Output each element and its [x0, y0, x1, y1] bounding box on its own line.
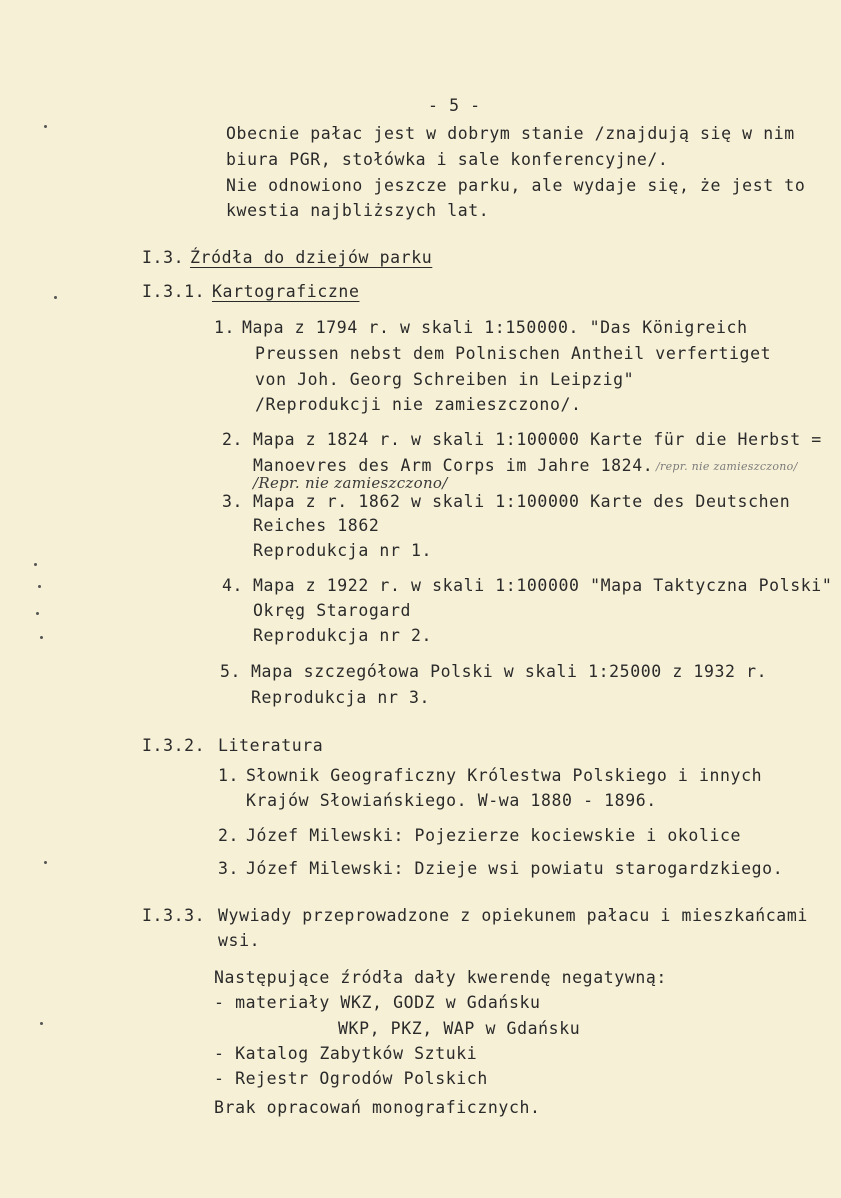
list-item: Manoevres des Arm Corps im Jahre 1824.	[253, 456, 654, 475]
negative-sources-line: - materiały WKZ, GODZ w Gdańsku	[214, 993, 541, 1012]
scan-speck	[54, 296, 57, 299]
negative-sources-line: Brak opracowań monograficznych.	[214, 1098, 541, 1117]
list-item: Mapa z 1824 r. w skali 1:100000 Karte für die Herbst =	[253, 430, 822, 449]
subsection-heading: Literatura	[218, 736, 324, 755]
handwritten-note: /Repr. nie zamieszczono/	[253, 474, 448, 492]
negative-sources-line: - Katalog Zabytków Sztuki	[214, 1044, 478, 1063]
scan-speck	[44, 861, 47, 864]
subsection-number: I.3.2.	[142, 736, 206, 755]
page-number: - 5 -	[428, 96, 481, 115]
list-item: Słownik Geograficzny Królestwa Polskiego i innych	[246, 766, 763, 785]
list-number: 3.	[222, 492, 244, 511]
scan-speck	[36, 612, 39, 615]
list-item: Reiches 1862	[253, 516, 380, 535]
scan-speck	[40, 1022, 43, 1025]
list-number: 4.	[222, 576, 244, 595]
list-item: von Joh. Georg Schreiben in Leipzig"	[255, 370, 635, 389]
negative-sources-line: Następujące źródła dały kwerendę negatywną:	[214, 968, 667, 987]
list-number: 3.	[218, 859, 240, 878]
list-item: /Reprodukcji nie zamieszczono/.	[255, 395, 582, 414]
scan-speck	[38, 585, 41, 588]
negative-sources-line: - Rejestr Ogrodów Polskich	[214, 1069, 488, 1088]
list-number: 2.	[218, 826, 240, 845]
subsection-number: I.3.1.	[142, 282, 206, 301]
subsection-text: wsi.	[218, 931, 261, 950]
handwritten-note: /repr. nie zamieszczono/	[656, 460, 798, 473]
subsection-heading: Kartograficzne	[212, 282, 360, 301]
list-item: Mapa z r. 1862 w skali 1:100000 Karte des Deutschen	[253, 492, 791, 511]
list-number: 1.	[218, 766, 240, 785]
list-item: Józef Milewski: Pojezierze kociewskie i okolice	[246, 826, 742, 845]
section-heading: Źródła do dziejów parku	[190, 248, 433, 267]
subsection-number: I.3.3.	[142, 906, 206, 925]
negative-sources-line: WKP, PKZ, WAP w Gdańsku	[338, 1019, 581, 1038]
section-number: I.3.	[142, 248, 185, 267]
list-item: Mapa z 1794 r. w skali 1:150000. "Das Königreich	[242, 318, 748, 337]
list-item: Mapa z 1922 r. w skali 1:100000 "Mapa Taktyczna Polski"	[253, 576, 833, 595]
list-number: 5.	[220, 662, 242, 681]
list-item: Reprodukcja nr 3.	[251, 688, 431, 707]
list-item: Reprodukcja nr 2.	[253, 626, 433, 645]
list-item: Krajów Słowiańskiego. W-wa 1880 - 1896.	[246, 791, 657, 810]
list-item: Okręg Starogard	[253, 601, 412, 620]
intro-line: Obecnie pałac jest w dobrym stanie /znajdują się w nim	[226, 124, 795, 143]
list-item: Reprodukcja nr 1.	[253, 541, 433, 560]
scan-speck	[40, 636, 43, 639]
scan-speck	[44, 125, 47, 128]
scan-speck	[34, 563, 37, 566]
intro-line: kwestia najbliższych lat.	[226, 201, 490, 220]
list-item: Józef Milewski: Dzieje wsi powiatu starogardzkiego.	[246, 859, 784, 878]
list-number: 2.	[222, 430, 244, 449]
list-item: Mapa szczegółowa Polski w skali 1:25000 z 1932 r.	[251, 662, 768, 681]
intro-line: Nie odnowiono jeszcze parku, ale wydaje się, że jest to	[226, 176, 806, 195]
subsection-text: Wywiady przeprowadzone z opiekunem pałacu i mieszkańcami	[218, 906, 808, 925]
intro-line: biura PGR, stołówka i sale konferencyjne/.	[226, 150, 669, 169]
list-item: Preussen nebst dem Polnischen Antheil verfertiget	[255, 344, 772, 363]
list-number: 1.	[214, 318, 236, 337]
